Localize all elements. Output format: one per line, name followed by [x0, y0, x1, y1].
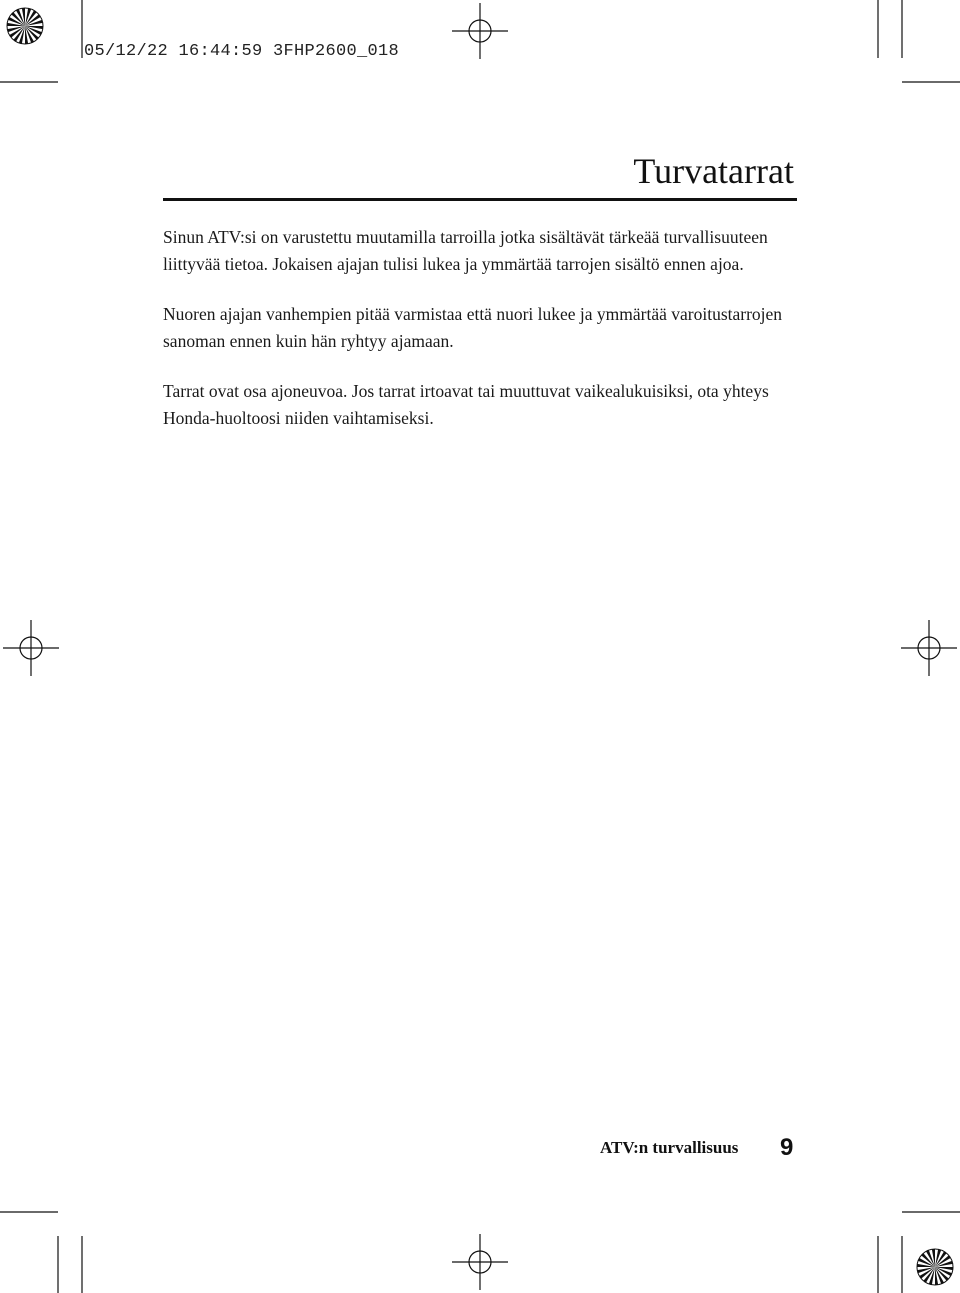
registration-mark-right — [901, 620, 957, 676]
registration-mark-bottom — [452, 1234, 508, 1290]
starburst-mark-bottom-right — [917, 1249, 953, 1285]
paragraph-1: Sinun ATV:si on varustettu muutamilla tarroilla jotka sisältävät tärkeää turvallisuuteen liittyvää tietoa. Jokaisen ajajan tulisi lukea ja ymmärtää tarrojen sisältö ennen ajoa. — [163, 227, 768, 274]
title-rule — [163, 198, 797, 201]
body-text — [163, 224, 803, 455]
paragraph-3: Tarrat ovat osa ajoneuvoa. Jos tarrat irtoavat tai muuttuvat vaikealukuisiksi, ota yhteys Honda-huoltoosi niiden vaihtamiseksi. — [163, 381, 769, 428]
registration-mark-top — [452, 3, 508, 59]
paragraph-2: Nuoren ajajan vanhempien pitää varmistaa että nuori lukee ja ymmärtää varoitustarrojen sanoman ennen kuin hän ryhtyy ajamaan. — [163, 304, 783, 351]
page-title: Turvatarrat — [633, 151, 794, 191]
registration-mark-left — [3, 620, 59, 676]
footer-section-title: ATV:n turvallisuus — [600, 1138, 739, 1157]
page-number: 9 — [780, 1134, 794, 1161]
starburst-mark-top-left — [7, 8, 43, 44]
print-slug: 05/12/22 16:44:59 3FHP2600_018 — [84, 42, 400, 61]
